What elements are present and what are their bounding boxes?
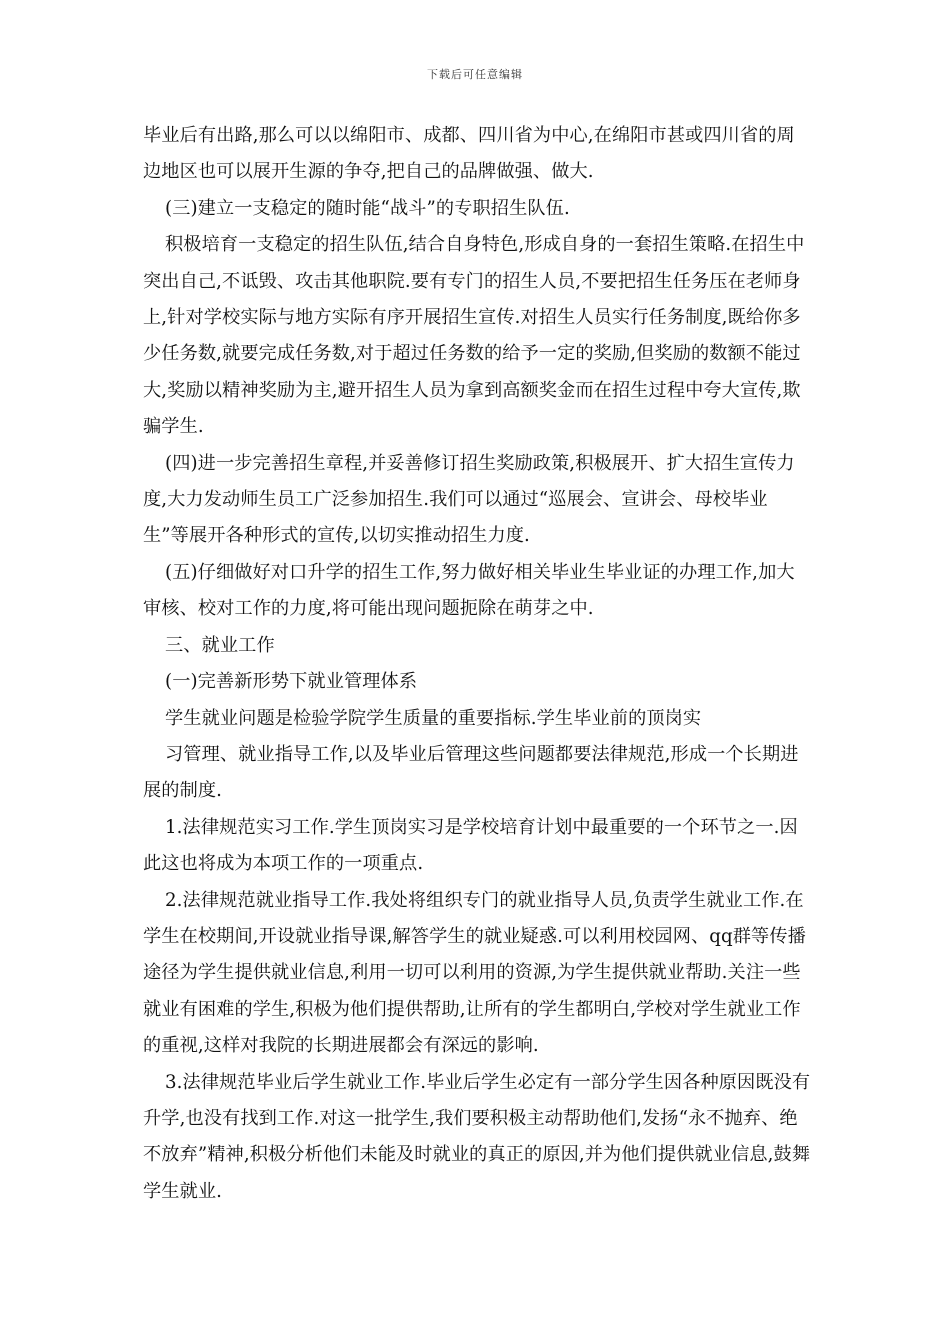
paragraph-continuation: 毕业后有出路,那么可以以绵阳市、成都、四川省为中心,在绵阳市甚或四川省的周边地区也可以展开生源的争夺,把自己的品牌做强、做大. [143,125,795,183]
chapter-heading-employment: 三、就业工作 [165,634,275,656]
page-header-note: 下载后可任意编辑 [427,68,523,81]
paragraph-employment-system: 习管理、就业指导工作,以及毕业后管理这些问题都要法律规范,形成一个长期进展的制度. [143,743,799,802]
list-item-2: 2.法律规范就业指导工作.我处将组织专门的就业指导人员,负责学生就业工作.在学生在校期间,开设就业指导课,解答学生的就业疑惑.可以利用校园网、qq群等传播途径为学生提供就业信息,利用一切可以利用的资源,为学生提供就业帮助.关注一些就业有困难的学生,积极为他们提供帮助,让所有的学生都明白,学校对学生就业工作的重视,这样对我院的长期进展都会有深远的影响. [143,889,806,1057]
section-heading-3: (三)建立一支稳定的随时能“战斗”的专职招生队伍. [165,197,570,219]
section-heading-1: (一)完善新形势下就业管理体系 [165,671,418,693]
list-item-3: 3.法律规范毕业后学生就业工作.毕业后学生必定有一部分学生因各种原因既没有升学,也没有找到工作.对这一批学生,我们要积极主动帮助他们,发扬“永不抛弃、绝不放弃”精神,积极分析他们未能及时就业的真正的原因,并为他们提供就业信息,鼓舞学生就业. [143,1071,811,1202]
paragraph-recruitment-team: 积极培育一支稳定的招生队伍,结合自身特色,形成自身的一套招生策略.在招生中突出自己,不诋毁、攻击其他职院.要有专门的招生人员,不要把招生任务压在老师身上,针对学校实际与地方实际有序开展招生宣传.对招生人员实行任务制度,既给你多少任务数,就要完成任务数,对于超过任务数的给予一定的奖励,但奖励的数额不能过大,奖励以精神奖励为主,避开招生人员为拿到高额奖金而在招生过程中夸大宣传,欺骗学生. [143,234,805,438]
section-heading-4: (四)进一步完善招生章程,并妥善修订招生奖励政策,积极展开、扩大招生宣传力度,大力发动师生员工广泛参加招生.我们可以通过“巡展会、宣讲会、母校毕业生”等展开各种形式的宣传,以切实推动招生力度. [143,452,795,547]
document-body [143,118,811,1210]
section-heading-5: (五)仔细做好对口升学的招生工作,努力做好相关毕业生毕业证的办理工作,加大审核、校对工作的力度,将可能出现问题扼除在萌芽之中. [143,561,795,620]
paragraph-employment-intro: 学生就业问题是检验学院学生质量的重要指标.学生毕业前的顶岗实 [165,707,702,729]
list-item-1: 1.法律规范实习工作.学生顶岗实习是学校培育计划中最重要的一个环节之一.因此这也将成为本项工作的一项重点. [143,816,798,875]
